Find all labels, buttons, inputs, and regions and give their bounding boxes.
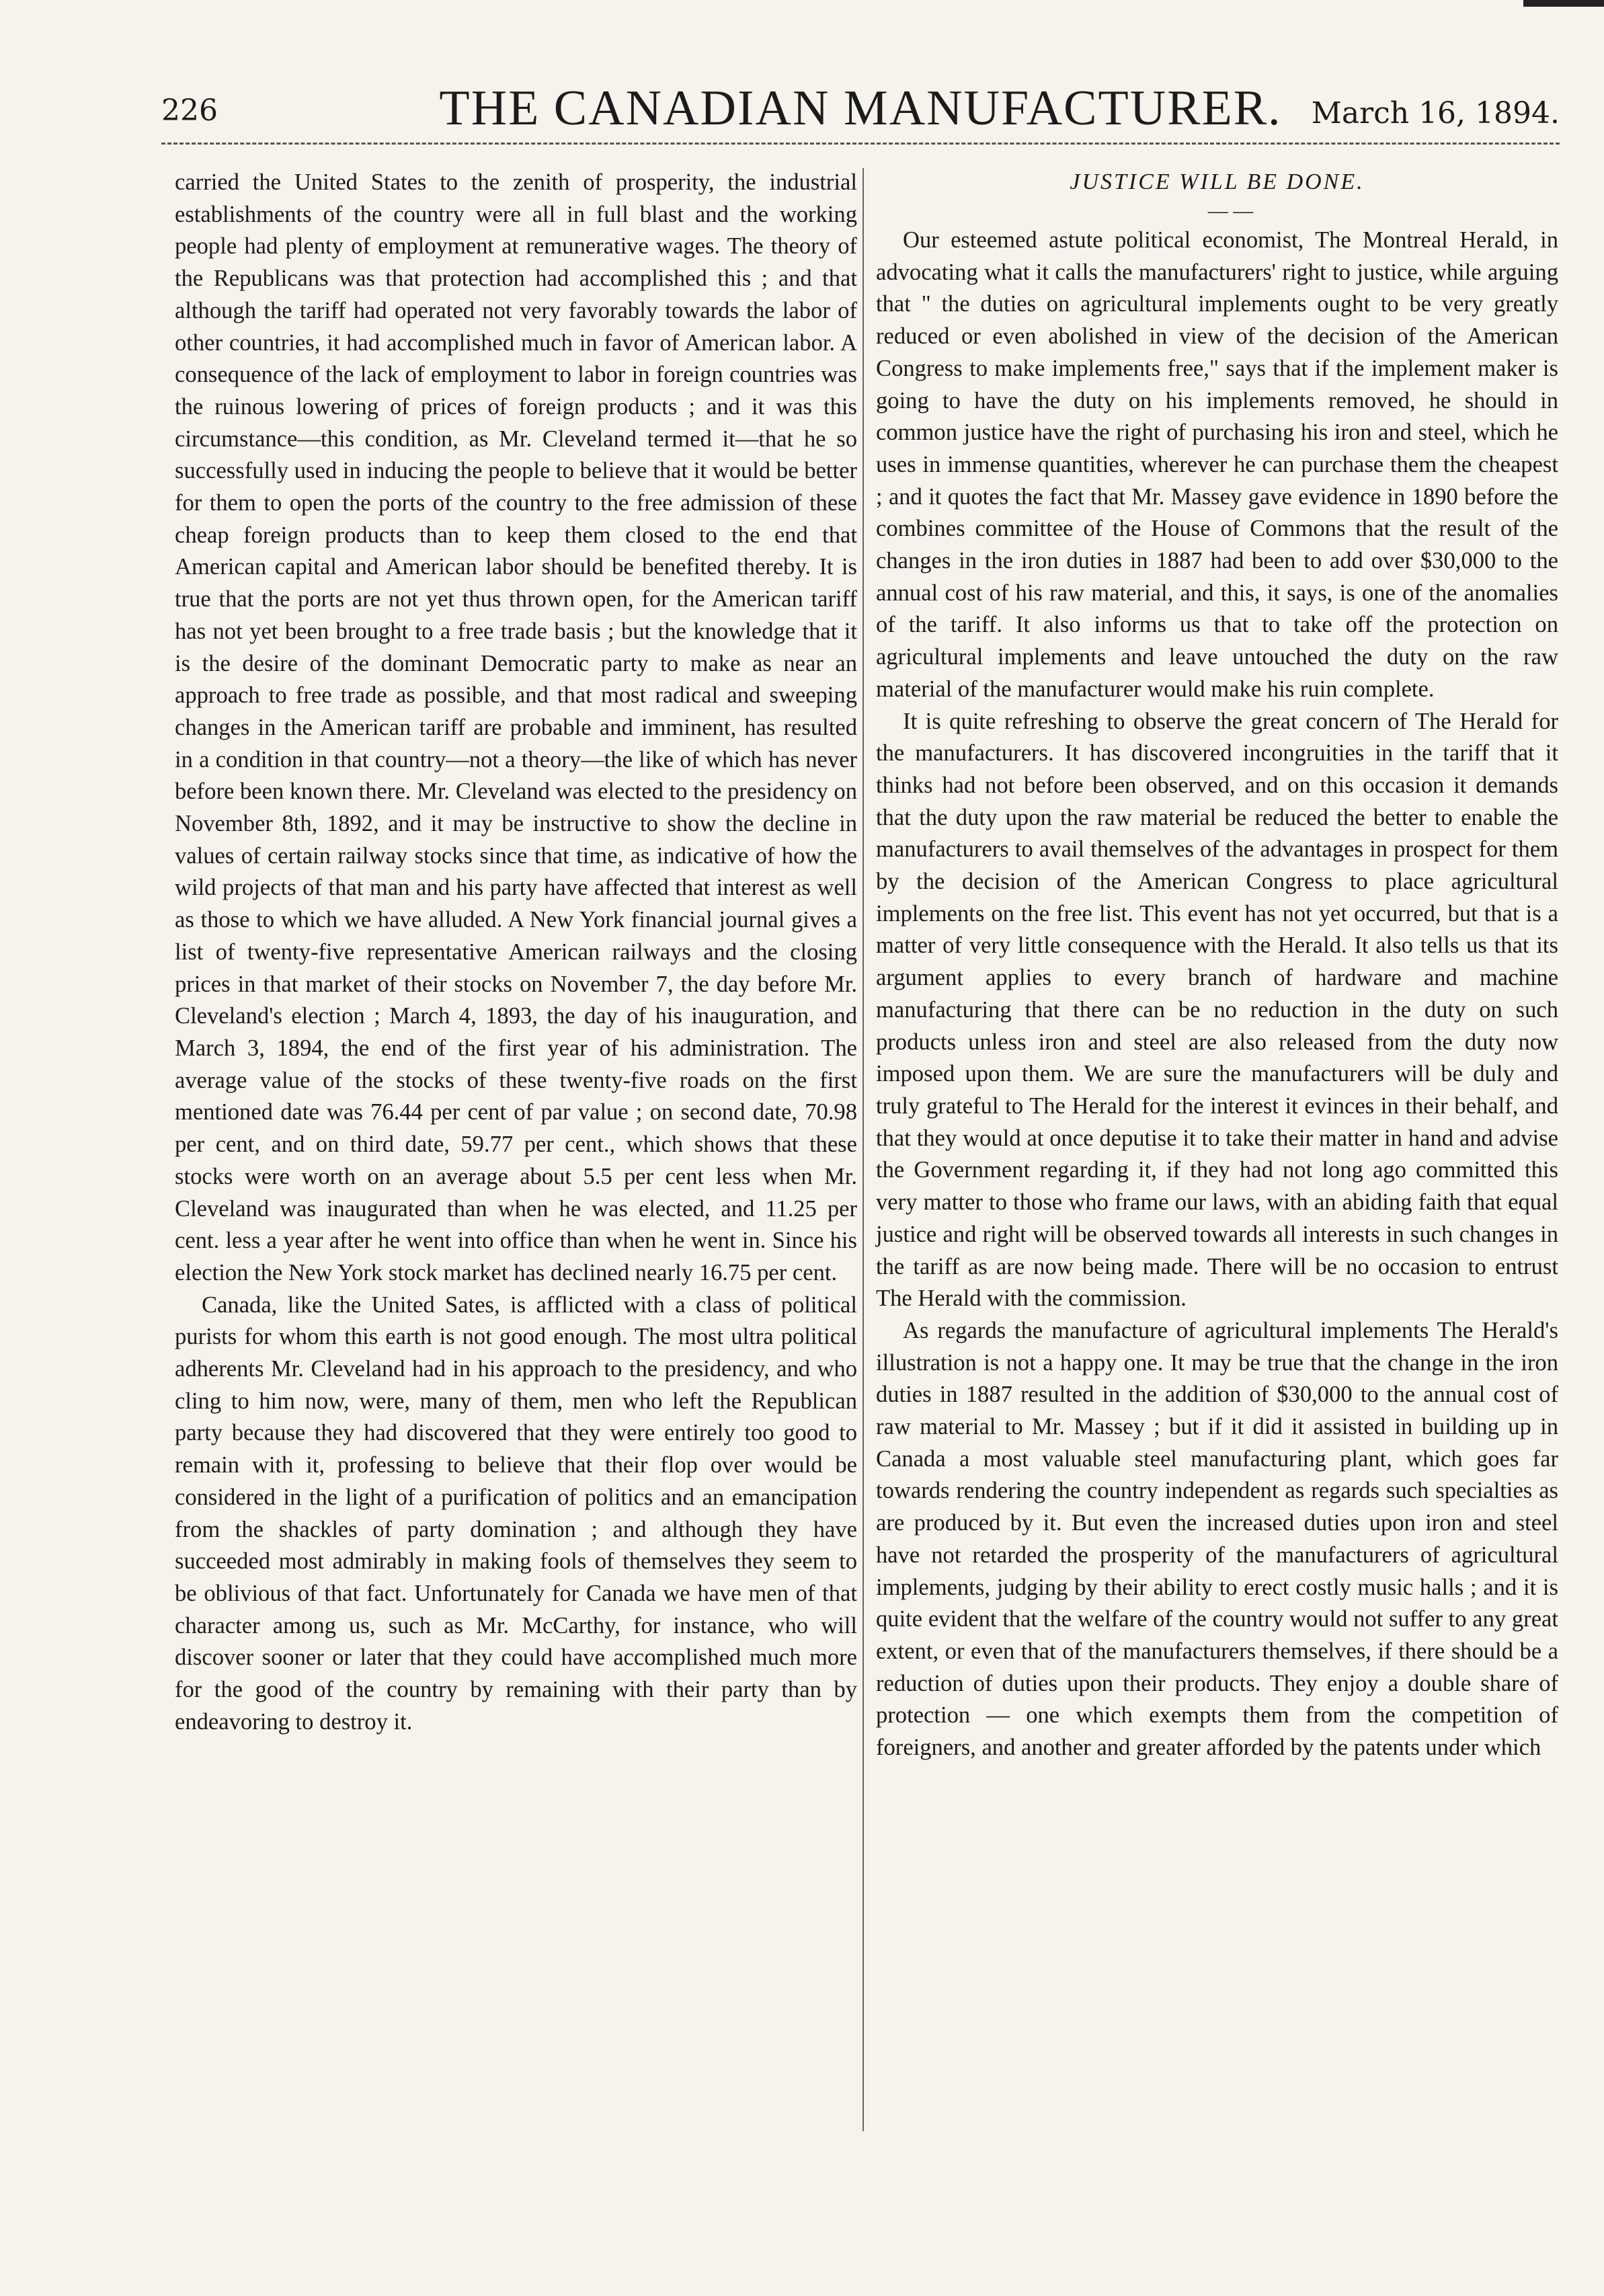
right-paragraph-2: It is quite refreshing to observe the great concern of The Herald for the manufacturers. It has discovered incongruities in the tariff that it thinks had not before been observed, and on this occasion it demands that the duty upon the raw material be reduced the better to enable the manufacturers to avail themselves of the advantages in prospect for them by the decision of the American Congress to place agricultural implements on the free list. This event has not yet occurred, but that is a matter of very little consequence with the Herald. It also tells us that its argument applies to every branch of hardware and machine manufacturing that there can be no reduction in the duty on such products unless iron and steel are also released from the duty now imposed upon them. We are sure the manufacturers will be duly and truly grateful to The Herald for the interest it evinces in their behalf, and that they would at once deputise it to take their matter in hand and advise the Government regarding it, if they had not long ago committed this very matter to those who frame our laws, with an abiding faith that equal justice and right will be observed towards all interests in such changes in the tariff as are now being made. There will be no occasion to entrust The Herald with the commission. bbox=[876, 708, 1558, 1312]
right-paragraph-3: As regards the manufacture of agricultural implements The Herald's illustration is not a happy one. It may be true that the change in the iron duties in 1887 resulted in the addition of $30,000 to the annual cost of raw material to Mr. Massey ; but if it did it assisted in building up in Canada a most valuable steel manufacturing plant, which goes far towards rendering the country independent as regards such specialties as are produced by it. But even the increased duties upon iron and steel have not retarded the prosperity of the manufacturers of agricultural implements, judging by their ability to erect costly music halls ; and it is quite evident that the welfare of the country would not suffer to any great extent, or even that of the manufacturers themselves, if there should be a reduction of duties upon their products. They enjoy a double share of protection — one which exempts them from the competition of foreigners, and another and greater afforded by the patents under which bbox=[876, 1317, 1558, 1761]
page-header bbox=[161, 77, 1560, 138]
scan-corner-mark bbox=[1523, 0, 1604, 7]
left-paragraph-2: Canada, like the United Sates, is afflicted with a class of political purists for whom this earth is not good enough. The most ultra political adherents Mr. Cleveland had in his approach to the presidency, and who cling to him now, were, many of them, men who left the Republican party because they had discovered that they were entirely too good to remain with it, professing to believe that their flop over would be considered in the light of a purification of politics and an emancipation from the shackles of party domination ; and although they have succeeded most admirably in making fools of themselves they seem to be oblivious of that fact. Unfortunately for Canada we have men of that character among us, such as Mr. McCarthy, for instance, who will discover sooner or later that they could have accomplished much more for the good of the country by remaining with their party than by endeavoring to destroy it. bbox=[175, 1292, 857, 1735]
left-column bbox=[175, 167, 857, 1738]
title-rule: — — bbox=[1207, 200, 1254, 222]
issue-date: March 16, 1894. bbox=[1311, 96, 1560, 130]
left-paragraph-1: carried the United States to the zenith of prosperity, the industrial establishments of the country were all in full blast and the working people had plenty of employment at remunerative wages. The theory of the Republicans was that protection had accomplished this ; and that although the tariff had operated not very favorably towards the labor of other countries, it had accomplished much in favor of American labor. A consequence of the lack of employment to labor in foreign countries was the ruinous lowering of prices of foreign products ; and it was this circumstance—this condition, as Mr. Cleveland termed it—that he so successfully used in inducing the people to believe that it would be better for them to open the ports of the country to the free admission of these cheap foreign products than to keep them closed to the end that American capital and American labor should be benefited thereby. It is true that the ports are not yet thus thrown open, for the American tariff has not yet been brought to a free trade basis ; but the knowledge that it is the desire of the dominant Democratic party to make as near an approach to free trade as possible, and that most radical and sweeping changes in the American tariff are probable and imminent, has resulted in a condition in that country—not a theory—the like of which has never before been known there. Mr. Cleveland was elected to the presidency on November 8th, 1892, and it may be instructive to show the decline in values of certain railway stocks since that time, as indicative of how the wild projects of that man and his party have affected that interest as well as those to which we have alluded. A New York financial journal gives a list of twenty-five representative American railways and the closing prices in that market of their stocks on November 7, the day before Mr. Cleveland's election ; March 4, 1893, the day of his inauguration, and March 3, 1894, the end of the first year of his administration. The average value of the stocks of these twenty-five roads on the first mentioned date was 76.44 per cent of par value ; on second date, 70.98 per cent, and on third date, 59.77 per cent., which shows that these stocks were worth on an average about 5.5 per cent less when Mr. Cleveland was inaugurated than when he was elected, and 11.25 per cent. less a year after he went into office than when he went in. Since his election the New York stock market has declined nearly 16.75 per cent. bbox=[175, 169, 857, 1285]
publication-title: THE CANADIAN MANUFACTURER. bbox=[439, 81, 1282, 136]
column-divider bbox=[863, 168, 864, 2131]
article-title: JUSTICE WILL BE DONE. bbox=[1070, 169, 1365, 194]
header-rule bbox=[161, 143, 1560, 145]
page-number: 226 bbox=[161, 93, 218, 128]
right-paragraph-1: Our esteemed astute political economist, The Montreal Herald, in advocating what it calls the manufacturers' right to justice, while arguing that " the duties on agricultural implements ought to be very greatly reduced or even abolished in view of the decision of the American Congress to make implements free," says that if the implement maker is going to have the duty on his implements removed, he should in common justice have the right of purchasing his iron and steel, which he uses in immense quantities, wherever he can purchase them the cheapest ; and it quotes the fact that Mr. Massey gave evidence in 1890 before the combines committee of the House of Commons that the result of the changes in the iron duties in 1887 had been to add over $30,000 to the annual cost of his raw material, and this, it says, is one of the anomalies of the tariff. It also informs us that to take off the protection on agricultural implements and leave untouched the duty on the raw material of the manufacturer would make his ruin complete. bbox=[876, 227, 1558, 702]
right-column bbox=[876, 167, 1558, 1764]
